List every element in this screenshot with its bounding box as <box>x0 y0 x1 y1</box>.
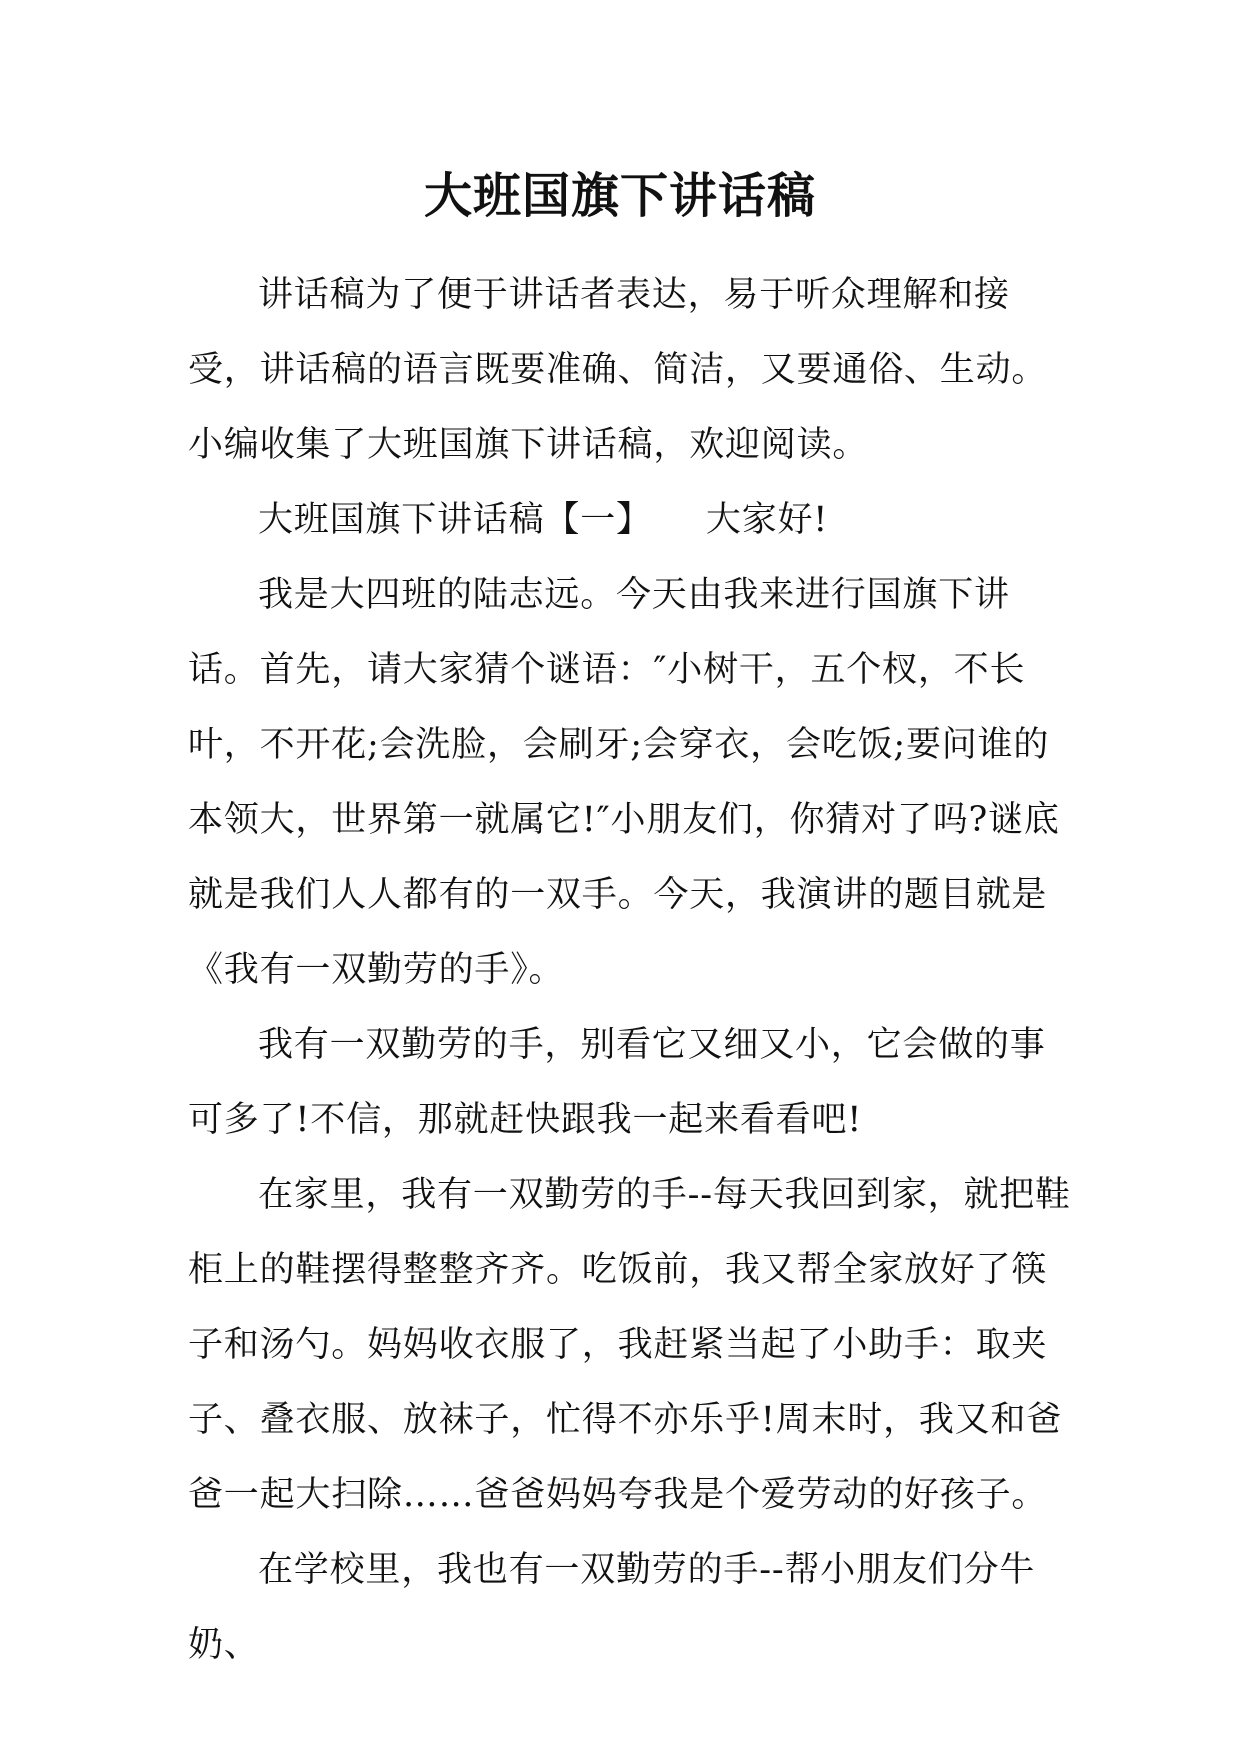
paragraph-section-heading: 大班国旗下讲话稿【一】 大家好! <box>258 500 829 540</box>
paragraph-at-school: 在学校里，我也有一双勤劳的手--帮小朋友们分牛奶、 <box>188 1550 1036 1665</box>
paragraph-intro: 讲话稿为了便于讲话者表达，易于听众理解和接受，讲话稿的语言既要准确、简洁，又要通俗、生动。小编收集了大班国旗下讲话稿，欢迎阅读。 <box>188 275 1048 465</box>
document-title: 大班国旗下讲话稿 <box>423 168 816 224</box>
paragraph-at-home: 在家里，我有一双勤劳的手--每天我回到家，就把鞋柜上的鞋摆得整整齐齐。吃饭前，我又帮全家放好了筷子和汤勺。妈妈收衣服了，我赶紧当起了小助手：取夹子、叠衣服、放袜子，忙得不亦乐乎!周末时，我又和爸爸一起大扫除……爸爸妈妈夸我是个爱劳动的好孩子。 <box>188 1175 1071 1515</box>
document-body <box>188 258 1078 1683</box>
paragraph-riddle: 我是大四班的陆志远。今天由我来进行国旗下讲话。首先，请大家猜个谜语：″小树干，五个杈，不长叶，不开花;会洗脸，会刷牙;会穿衣，会吃饭;要问谁的本领大，世界第一就属它!″小朋友们，你猜对了吗?谜底就是我们人人都有的一双手。今天，我演讲的题目就是《我有一双勤劳的手》。 <box>188 575 1060 990</box>
paragraph-hands: 我有一双勤劳的手，别看它又细又小，它会做的事可多了!不信，那就赶快跟我一起来看看吧! <box>188 1025 1046 1140</box>
